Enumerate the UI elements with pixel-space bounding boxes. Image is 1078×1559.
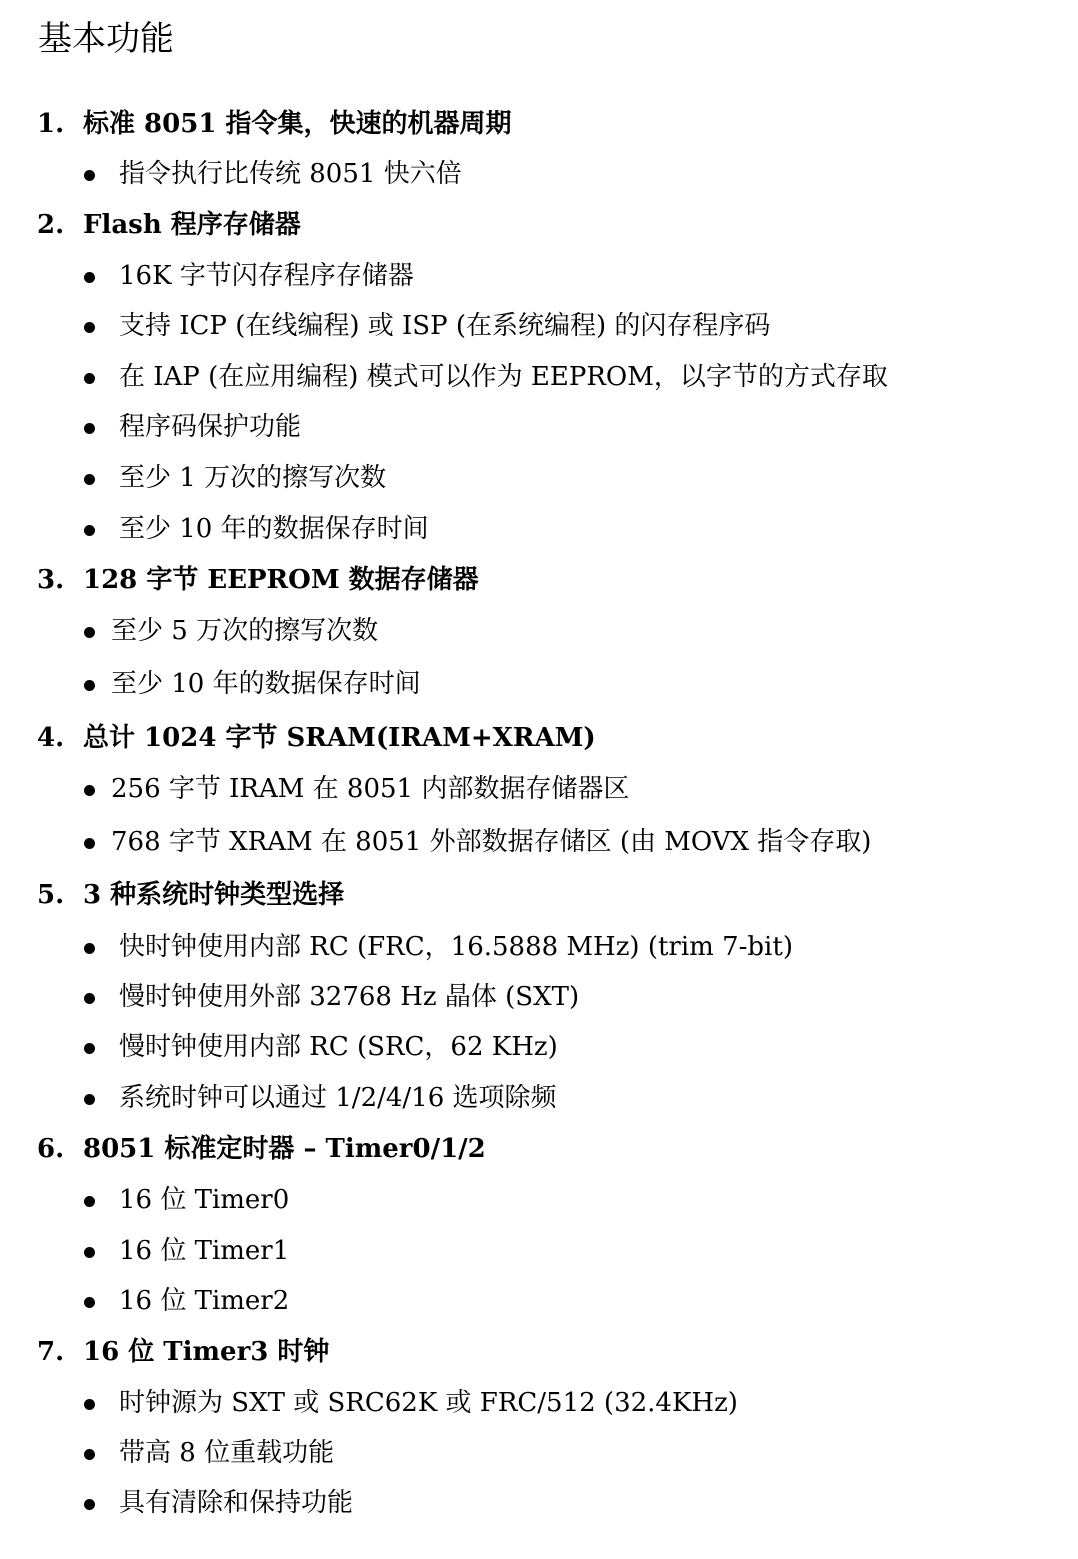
list-item-text: 带高 8 位重载功能 — [119, 1438, 335, 1468]
list-item-text: 768 字节 XRAM 在 8051 外部数据存储区 (由 MOVX 指令存取) — [111, 827, 872, 857]
bullet-icon — [84, 943, 95, 954]
bullet-icon — [84, 474, 95, 485]
list-item-text: 至少 10 年的数据保存时间 — [111, 669, 421, 699]
list-item-text: 在 IAP (在应用编程) 模式可以作为 EEPROM，以字节的方式存取 — [119, 362, 888, 392]
bullet-icon — [84, 322, 95, 333]
bullet-icon — [84, 785, 95, 796]
section-title: 16 位 Timer3 时钟 — [83, 1337, 330, 1367]
bullet-icon — [84, 373, 95, 384]
bullet-icon — [84, 1043, 95, 1054]
list-item-text: 程序码保护功能 — [119, 412, 302, 442]
bullet-icon — [84, 1247, 95, 1258]
list-item-text: 指令执行比传统 8051 快六倍 — [119, 159, 462, 189]
section-title: 标准 8051 指令集，快速的机器周期 — [83, 109, 512, 139]
list-item-text: 至少 5 万次的擦写次数 — [111, 616, 379, 646]
bullet-icon — [84, 838, 95, 849]
list-item-text: 支持 ICP (在线编程) 或 ISP (在系统编程) 的闪存程序码 — [119, 311, 771, 341]
section-title: 128 字节 EEPROM 数据存储器 — [83, 565, 479, 595]
bullet-icon — [84, 170, 95, 181]
section-title: 8051 标准定时器 – Timer0/1/2 — [83, 1134, 486, 1164]
list-item-text: 16 位 Timer1 — [119, 1236, 290, 1266]
bullet-icon — [84, 272, 95, 283]
list-item-text: 至少 10 年的数据保存时间 — [119, 514, 429, 544]
section-number: 4. — [37, 723, 65, 753]
section-number: 5. — [37, 880, 65, 910]
list-item-text: 具有清除和保持功能 — [119, 1488, 354, 1518]
section-number: 7. — [37, 1337, 65, 1367]
section-number: 2. — [37, 210, 65, 240]
bullet-icon — [84, 423, 95, 434]
bullet-icon — [84, 1499, 95, 1510]
bullet-icon — [84, 1094, 95, 1105]
section-number: 1. — [37, 109, 65, 139]
section-title: 3 种系统时钟类型选择 — [83, 880, 345, 910]
section-title: Flash 程序存储器 — [83, 210, 301, 240]
list-item-text: 慢时钟使用内部 RC (SRC，62 KHz) — [119, 1032, 558, 1062]
bullet-icon — [84, 1297, 95, 1308]
list-item-text: 16 位 Timer2 — [119, 1286, 290, 1316]
bullet-icon — [84, 1196, 95, 1207]
list-item-text: 16K 字节闪存程序存储器 — [119, 261, 414, 291]
list-item-text: 慢时钟使用外部 32768 Hz 晶体 (SXT) — [119, 982, 580, 1012]
bullet-icon — [84, 1449, 95, 1460]
bullet-icon — [84, 627, 95, 638]
bullet-icon — [84, 993, 95, 1004]
bullet-icon — [84, 525, 95, 536]
section-number: 6. — [37, 1134, 65, 1164]
bullet-icon — [84, 1399, 95, 1410]
list-item-text: 快时钟使用内部 RC (FRC，16.5888 MHz) (trim 7-bit) — [119, 932, 793, 962]
page-title: 基本功能 — [38, 19, 174, 59]
section-number: 3. — [37, 565, 65, 595]
list-item-text: 256 字节 IRAM 在 8051 内部数据存储器区 — [111, 774, 630, 804]
list-item-text: 时钟源为 SXT 或 SRC62K 或 FRC/512 (32.4KHz) — [119, 1388, 738, 1418]
list-item-text: 16 位 Timer0 — [119, 1185, 290, 1215]
list-item-text: 系统时钟可以通过 1/2/4/16 选项除频 — [119, 1083, 557, 1113]
section-title: 总计 1024 字节 SRAM(IRAM+XRAM) — [83, 723, 596, 753]
bullet-icon — [84, 680, 95, 691]
list-item-text: 至少 1 万次的擦写次数 — [119, 463, 387, 493]
